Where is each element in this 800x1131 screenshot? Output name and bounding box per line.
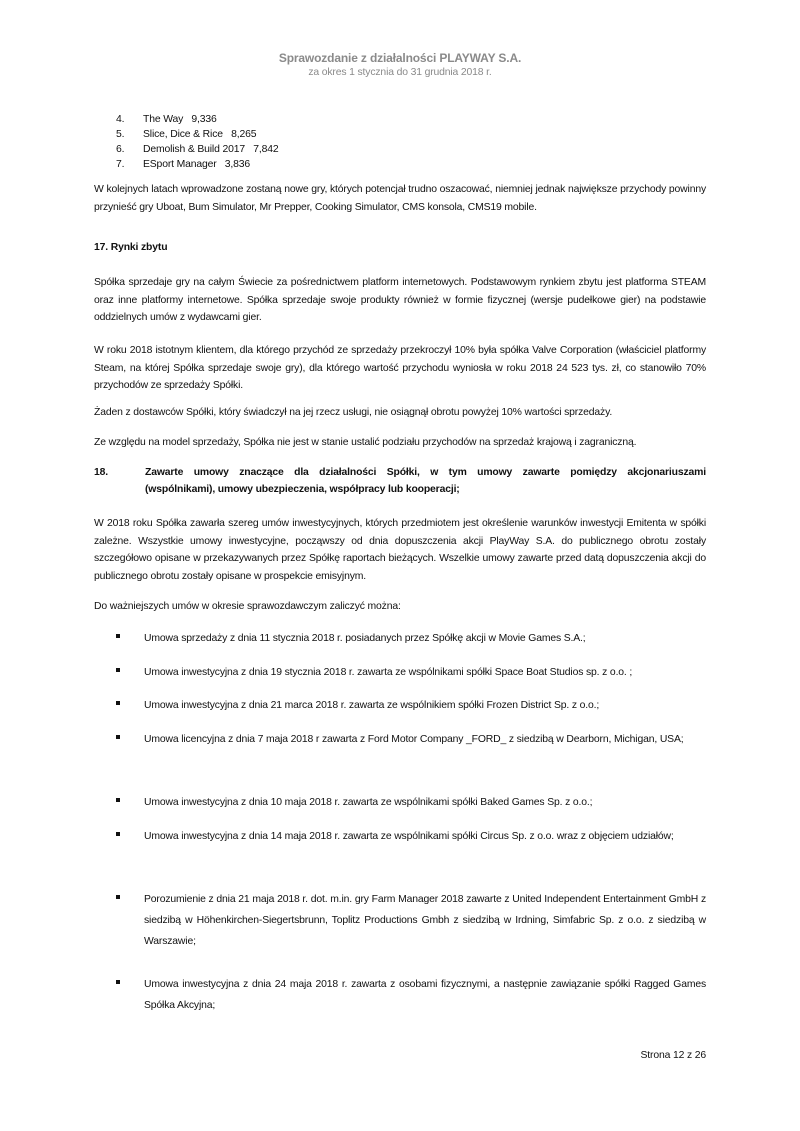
- section-17-heading: 17. Rynki zbytu: [94, 242, 168, 253]
- bullet-icon: [116, 798, 120, 802]
- bullet-item: Umowa licencyjna z dnia 7 maja 2018 r zawarta z Ford Motor Company _FORD_ z siedzibą w Dearborn, Michigan, USA;: [116, 729, 706, 750]
- list-item: 6. Demolish & Build 2017 7,842: [116, 144, 279, 155]
- paragraph: Żaden z dostawców Spółki, który świadczył na jej rzecz usługi, nie osiągnął obrotu powyżej 10% wartości sprzedaży.: [94, 407, 613, 418]
- list-item: 7. ESport Manager 3,836: [116, 159, 251, 170]
- bullet-item: Umowa inwestycyjna z dnia 21 marca 2018 r. zawarta ze wspólnikiem spółki Frozen District Sp. z o.o.;: [116, 695, 706, 716]
- bullet-icon: [116, 701, 120, 705]
- report-title: Sprawozdanie z działalności PLAYWAY S.A.: [278, 51, 522, 65]
- bullet-icon: [116, 735, 120, 739]
- bullet-item: Umowa inwestycyjna z dnia 24 maja 2018 r. zawarta z osobami fizycznymi, a następnie zawiązanie spółki Ragged Games Spółka Akcyjna;: [116, 974, 706, 1016]
- list-item: 4. The Way 9,336: [116, 114, 217, 125]
- section-18-heading-cont: (wspólnikami), umowy ubezpieczenia, współpracy lub kooperacji;: [145, 484, 460, 495]
- bullet-item: Umowa inwestycyjna z dnia 14 maja 2018 r. zawarta ze wspólnikami spółki Circus Sp. z o.o. wraz z objęciem udziałów;: [116, 826, 706, 847]
- bullet-icon: [116, 634, 120, 638]
- bullet-item: Umowa sprzedaży z dnia 11 stycznia 2018 r. posiadanych przez Spółkę akcji w Movie Games S.A.;: [116, 628, 706, 649]
- bullet-icon: [116, 668, 120, 672]
- paragraph: W roku 2018 istotnym klientem, dla którego przychód ze sprzedaży przekroczył 10% była spółka Valve Corporation (właściciel platformy Steam, na której Spółka sprzedaje swoje gry), dla którego wartość przychodu wyniosła w roku 2018 24 523 tys. zł, co stanowiło 70% przychodów ze sprzedaży Spółki.: [94, 345, 706, 391]
- bullet-icon: [116, 895, 120, 899]
- page-number: Strona 12 z 26: [640, 1050, 706, 1061]
- paragraph: W 2018 roku Spółka zawarła szereg umów inwestycyjnych, których przedmiotem jest określenie warunków inwestycji Emitenta w spółki zależne. Wszystkie umowy inwestycyjne, począwszy od dnia dopuszczenia akcji PlayWay S.A. do publicznego obrotu zostały szczegółowo opisane w przekazywanych przez Spółkę raportach bieżących. Wszelkie umowy zawarte przed datą dopuszczenia akcji do publicznego obrotu zostały opisane w prospekcie emisyjnym.: [94, 518, 706, 582]
- bullet-item: Porozumienie z dnia 21 maja 2018 r. dot. m.in. gry Farm Manager 2018 zawarte z United Independent Entertainment GmbH z siedzibą w Höhenkirchen-Siegertsbrunn, Toplitz Productions Gmbh z siedzibą w Irdning, Simfabric Sp. z o.o. z siedzibą w Warszawie;: [116, 889, 706, 952]
- report-period: za okres 1 stycznia do 31 grudnia 2018 r.: [308, 67, 492, 78]
- paragraph: Do ważniejszych umów w okresie sprawozdawczym zaliczyć można:: [94, 601, 401, 612]
- paragraph: Ze względu na model sprzedaży, Spółka nie jest w stanie ustalić podziału przychodów na sprzedaż krajową i zagraniczną.: [94, 437, 637, 448]
- bullet-icon: [116, 832, 120, 836]
- section-18-heading: Zawarte umowy znaczące dla działalności Spółki, w tym umowy zawarte pomiędzy akcjonariuszami: [145, 467, 706, 478]
- bullet-item: Umowa inwestycyjna z dnia 10 maja 2018 r. zawarta ze wspólnikami spółki Baked Games Sp. z o.o.;: [116, 792, 706, 813]
- paragraph: W kolejnych latach wprowadzone zostaną nowe gry, których potencjał trudno oszacować, niemniej jednak największe przychody powinny przynieść gry Uboat, Bum Simulator, Mr Prepper, Cooking Simulator, CMS konsola, CMS19 mobile.: [94, 184, 706, 213]
- section-18-number: 18.: [94, 467, 108, 478]
- bullet-item: Umowa inwestycyjna z dnia 19 stycznia 2018 r. zawarta ze wspólnikami spółki Space Boat Studios sp. z o.o. ;: [116, 662, 706, 683]
- bullet-icon: [116, 980, 120, 984]
- list-item: 5. Slice, Dice & Rice 8,265: [116, 129, 257, 140]
- paragraph: Spółka sprzedaje gry na całym Świecie za pośrednictwem platform internetowych. Podstawowym rynkiem zbytu jest platforma STEAM oraz inne platformy internetowe. Spółka sprzedaje swoje produkty również w formie fizycznej (wersje pudełkowe gier) na podstawie oddzielnych umów z wydawcami gier.: [94, 277, 706, 323]
